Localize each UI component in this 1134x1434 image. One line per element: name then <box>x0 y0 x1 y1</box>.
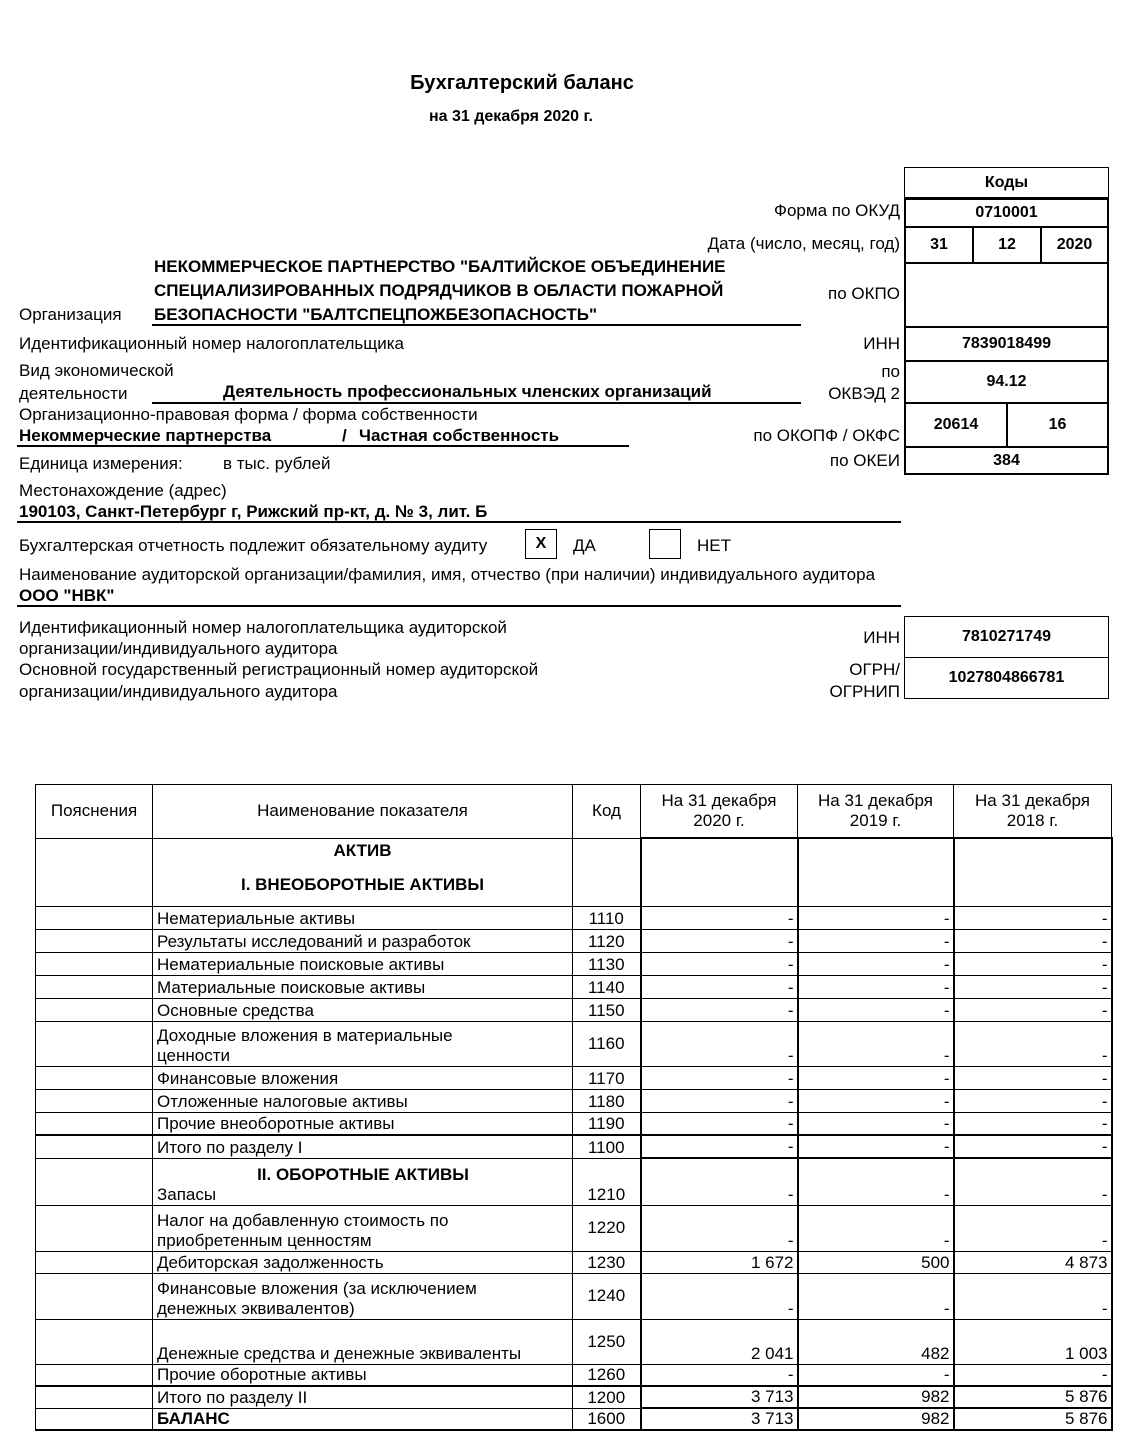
okopf-label: по ОКОПФ / ОКФС <box>753 426 900 445</box>
table-row: Денежные средства и денежные эквиваленты 1250 2 041 482 1 003 <box>36 1319 1112 1364</box>
audit-question: Бухгалтерская отчетность подлежит обязательному аудиту <box>19 536 488 555</box>
table-row: Итого по разделу II 1200 3 713 982 5 876 <box>36 1386 1112 1408</box>
auditor-ogrn-label-1: Основной государственный регистрационный номер аудиторской <box>19 660 539 679</box>
inn-code-label: ИНН <box>863 334 900 353</box>
unit-label: Единица измерения: <box>19 454 183 473</box>
legal-form-slash: / <box>342 426 347 445</box>
table-row: Материальные поисковые активы 1140 - - - <box>36 975 1112 998</box>
col-2018: На 31 декабря 2018 г. <box>954 785 1112 839</box>
auditor-inn-label-1: Идентификационный номер налогоплательщика аудиторской <box>19 618 507 637</box>
table-row: Финансовые вложения (за исключением денежных эквивалентов) 1240 - - - <box>36 1273 1112 1319</box>
activity-label-2: деятельности <box>19 384 128 403</box>
auditor-ogrn-code: 1027804866781 <box>904 657 1109 699</box>
table-row: Финансовые вложения 1170 - - - <box>36 1066 1112 1089</box>
date-month: 12 <box>972 226 1042 264</box>
audit-no-checkbox[interactable] <box>649 529 681 559</box>
col-name: Наименование показателя <box>153 785 573 839</box>
table-row: Нематериальные активы 1110 - - - <box>36 906 1112 929</box>
org-underline <box>152 324 801 326</box>
inn-label: Идентификационный номер налогоплательщика <box>19 334 404 353</box>
table-row: Отложенные налоговые активы 1180 - - - <box>36 1089 1112 1112</box>
activity-underline <box>152 402 801 404</box>
address-value: 190103, Санкт-Петербург г, Рижский пр-кт, д. № 3, лит. Б <box>19 502 488 521</box>
audit-no-label: НЕТ <box>697 536 731 555</box>
activity-value: Деятельность профессиональных членских организаций <box>223 382 712 401</box>
table-row: II. ОБОРОТНЫЕ АКТИВЫ Запасы 1210 - - - <box>36 1158 1112 1205</box>
date-year: 2020 <box>1040 226 1109 264</box>
okved-code: 94.12 <box>904 360 1109 404</box>
auditor-inn-label-2: организации/индивидуального аудитора <box>19 639 338 658</box>
okei-label: по ОКЕИ <box>829 451 900 470</box>
balance-table <box>35 784 1113 1431</box>
table-row: Прочие внеоборотные активы 1190 - - - <box>36 1112 1112 1135</box>
okopf-code: 20614 <box>904 402 1008 448</box>
table-row: Результаты исследований и разработок 1120 - - - <box>36 929 1112 952</box>
auditor-inn-code: 7810271749 <box>904 616 1109 658</box>
auditor-inn-code-label: ИНН <box>863 628 900 647</box>
auditor-ogrn-code-label-2: ОГРНИП <box>829 682 900 701</box>
legal-form-value: Некоммерческие партнерства <box>19 426 272 445</box>
audit-yes-label: ДА <box>573 536 596 555</box>
okfs-code: 16 <box>1006 402 1109 448</box>
org-name-line2: СПЕЦИАЛИЗИРОВАННЫХ ПОДРЯДЧИКОВ В ОБЛАСТИ ПОЖАРНОЙ <box>154 281 724 300</box>
okpo-label: по ОКПО <box>828 284 900 303</box>
aktiv-heading: АКТИВ <box>333 840 392 860</box>
page-title: Бухгалтерский баланс <box>410 72 634 94</box>
audit-yes-checkbox[interactable]: X <box>525 529 557 559</box>
org-name-line1: НЕКОММЕРЧЕСКОЕ ПАРТНЕРСТВО "БАЛТИЙСКОЕ ОБЪЕДИНЕНИЕ <box>154 257 726 276</box>
ownership-value: Частная собственность <box>359 426 560 445</box>
auditor-ogrn-label-2: организации/индивидуального аудитора <box>19 682 338 701</box>
col-2020: На 31 декабря 2020 г. <box>641 785 798 839</box>
okud-code: 0710001 <box>904 198 1109 228</box>
section-1-header-row <box>36 838 1112 906</box>
codes-header: Коды <box>904 167 1109 198</box>
okei-code: 384 <box>904 446 1109 475</box>
auditor-underline <box>17 605 901 607</box>
table-row: Итого по разделу I 1100 - - - <box>36 1135 1112 1158</box>
org-name-line3: БЕЗОПАСНОСТИ "БАЛТСПЕЦПОЖБЕЗОПАСНОСТЬ" <box>154 305 598 324</box>
okud-label: Форма по ОКУД <box>774 201 900 220</box>
auditor-name-label: Наименование аудиторской организации/фамилия, имя, отчество (при наличии) индивидуального аудитора <box>19 565 876 584</box>
table-row: Дебиторская задолженность 1230 1 672 500 4 873 <box>36 1251 1112 1273</box>
legal-form-label: Организационно-правовая форма / форма собственности <box>19 405 478 424</box>
org-label: Организация <box>19 305 122 324</box>
table-row-balance: БАЛАНС 1600 3 713 982 5 876 <box>36 1408 1112 1430</box>
table-row: Доходные вложения в материальные ценности 1160 - - - <box>36 1021 1112 1066</box>
auditor-ogrn-code-label-1: ОГРН/ <box>849 660 900 679</box>
table-row: Прочие оборотные активы 1260 - - - <box>36 1364 1112 1386</box>
okpo-code <box>904 262 1109 328</box>
okved-label-2: ОКВЭД 2 <box>828 384 900 403</box>
table-header-row <box>36 785 1112 839</box>
table-row: Основные средства 1150 - - - <box>36 998 1112 1021</box>
date-label: Дата (число, месяц, год) <box>707 234 900 253</box>
auditor-name-value: ООО "НВК" <box>19 586 115 605</box>
legal-form-underline <box>17 445 629 447</box>
col-2019: На 31 декабря 2019 г. <box>798 785 954 839</box>
address-label: Местонахождение (адрес) <box>19 481 227 500</box>
okved-label-1: по <box>881 362 900 381</box>
section-1-heading: I. ВНЕОБОРОТНЫЕ АКТИВЫ <box>240 874 485 894</box>
table-row: Налог на добавленную стоимость по приобретенным ценностям 1220 - - - <box>36 1205 1112 1251</box>
table-row: Нематериальные поисковые активы 1130 - - - <box>36 952 1112 975</box>
unit-value: в тыс. рублей <box>223 454 331 473</box>
activity-label-1: Вид экономической <box>19 361 174 380</box>
col-code: Код <box>573 785 641 839</box>
section-2-heading: II. ОБОРОТНЫЕ АКТИВЫ <box>257 1164 469 1184</box>
inn-code: 7839018499 <box>904 326 1109 362</box>
page-subtitle: на 31 декабря 2020 г. <box>429 108 593 125</box>
date-day: 31 <box>904 226 974 264</box>
address-underline <box>17 521 901 523</box>
col-notes: Пояснения <box>36 785 153 839</box>
